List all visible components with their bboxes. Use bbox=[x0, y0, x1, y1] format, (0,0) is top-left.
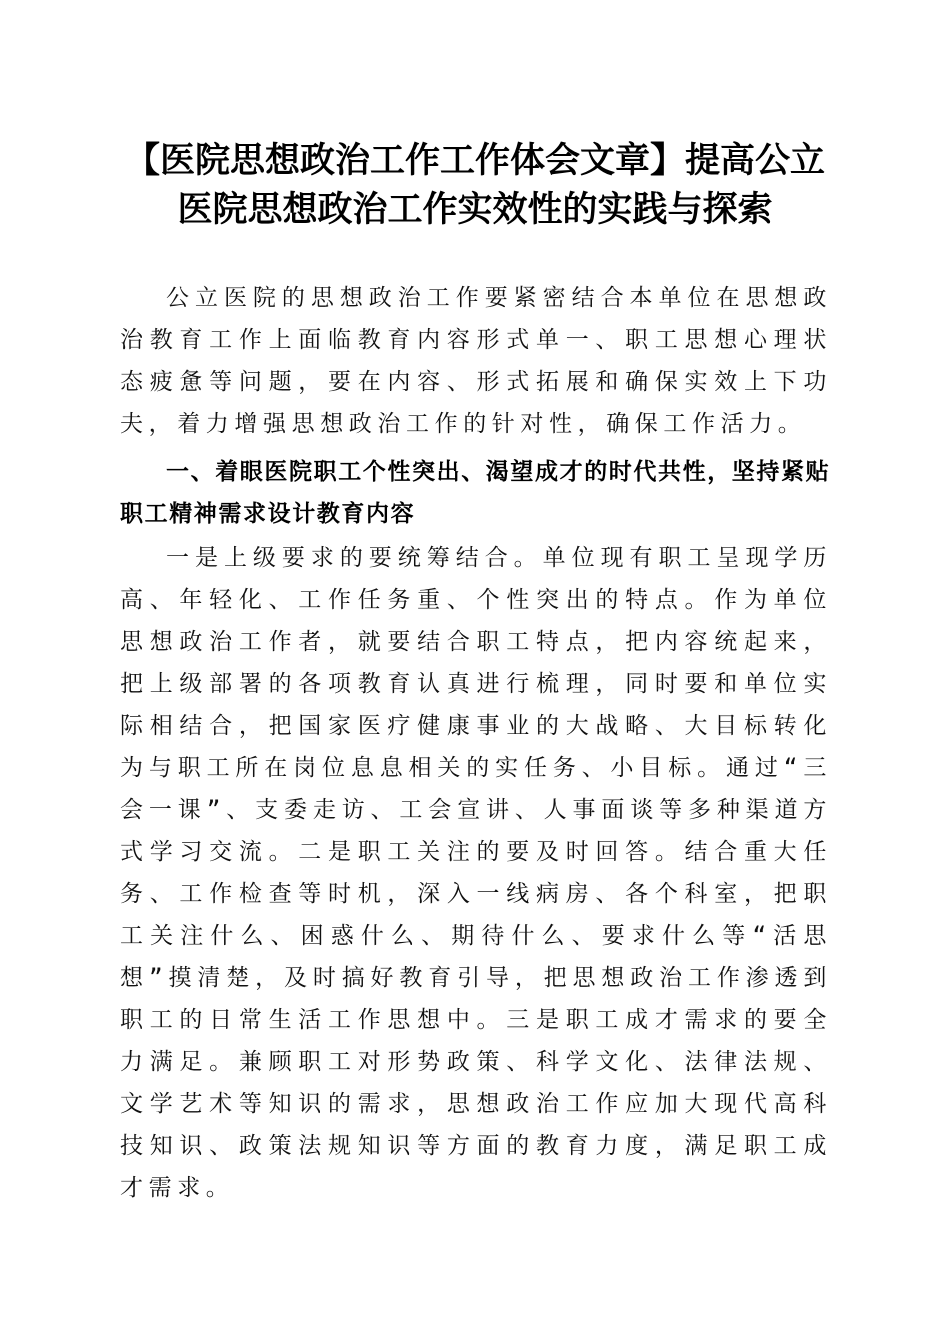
title-line-2: 医院思想政治工作实效性的实践与探索 bbox=[177, 189, 773, 230]
document-body bbox=[120, 277, 832, 1215]
section-1-heading: 一、着眼医院职工个性突出、渴望成才的时代共性，坚持紧贴职工精神需求设计教育内容 bbox=[120, 459, 831, 527]
document-title bbox=[100, 136, 850, 234]
intro-paragraph: 公立医院的思想政治工作要紧密结合本单位在思想政治教育工作上面临教育内容形式单一、职工思想心理状态疲惫等问题，要在内容、形式拓展和确保实效上下功夫，着力增强思想政治工作的针对性，确保工作活力。 bbox=[120, 285, 832, 437]
section-1-paragraph: 一是上级要求的要统筹结合。单位现有职工呈现学历高、年轻化、工作任务重、个性突出的特点。作为单位思想政治工作者，就要结合职工特点，把内容统起来，把上级部署的各项教育认真进行梳理，同时要和单位实际相结合，把国家医疗健康事业的大战略、大目标转化为与职工所在岗位息息相关的实任务、小目标。通过“三会一课”、支委走访、工会宣讲、人事面谈等多种渠道方式学习交流。二是职工关注的要及时回答。结合重大任务、工作检查等时机，深入一线病房、各个科室，把职工关注什么、困惑什么、期待什么、要求什么等“活思想”摸清楚，及时搞好教育引导，把思想政治工作渗透到职工的日常生活工作思想中。三是职工成才需求的要全力满足。兼顾职工对形势政策、科学文化、法律法规、文学艺术等知识的需求，思想政治工作应加大现代高科技知识、政策法规知识等方面的教育力度，满足职工成才需求。 bbox=[120, 545, 832, 1201]
title-line-1: 【医院思想政治工作工作体会文章】提高公立 bbox=[124, 140, 825, 181]
